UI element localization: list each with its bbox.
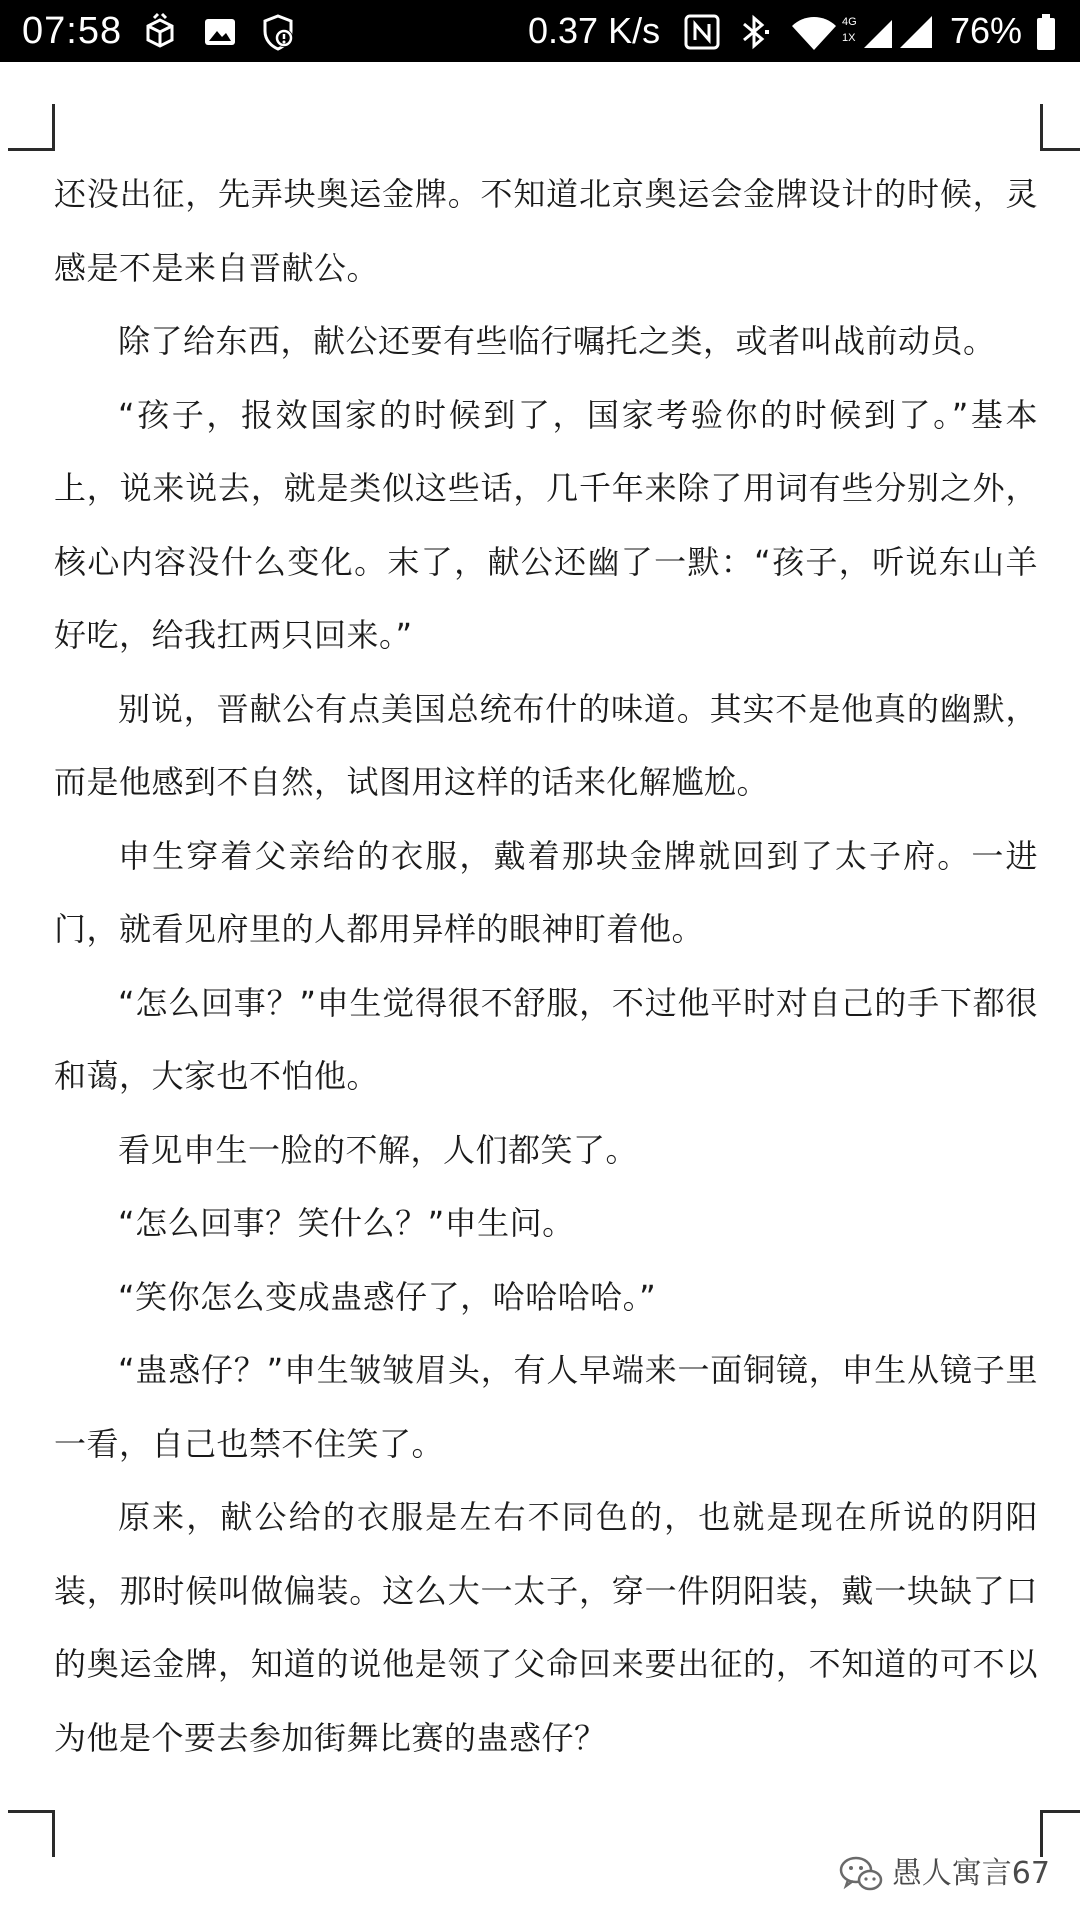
wechat-icon: [838, 1854, 884, 1894]
cell-signal-icon: [898, 12, 938, 52]
paragraph: “孩子，报效国家的时候到了，国家考验你的时候到了。”基本上，说来说去，就是类似这些话，几千年来除了用词有些分别之外，核心内容没什么变化。末了，献公还幽了一默：“孩子，听说东山羊好吃，给我扛两只回来。”: [54, 395, 1038, 654]
watermark-text: 愚人寓言67: [891, 1856, 1050, 1891]
paragraph: “怎么回事？笑什么？”申生问。: [118, 1204, 575, 1242]
battery-icon: [1034, 12, 1058, 52]
crop-mark-bottom-right: [1040, 1810, 1080, 1857]
paragraph: “蛊惑仔？”申生皱皱眉头，有人早端来一面铜镜，申生从镜子里一看，自己也禁不住笑了。: [54, 1351, 1038, 1463]
bluetooth-icon: [734, 12, 774, 52]
paragraph: 申生穿着父亲给的衣服，戴着那块金牌就回到了太子府。一进门，就看见府里的人都用异样的眼神盯着他。: [54, 836, 1038, 948]
crop-mark-top-right: [1040, 104, 1080, 151]
shield-notification-icon: [258, 12, 298, 52]
image-notification-icon: [200, 12, 240, 52]
status-time: 07:58: [22, 10, 123, 52]
watermark: [838, 1854, 1050, 1894]
battery-percent: 76%: [950, 10, 1023, 51]
status-bar: [0, 0, 1080, 62]
wifi-icon: [790, 12, 838, 52]
paragraph: 原来，献公给的衣服是左右不同色的，也就是现在所说的阴阳装，那时候叫做偏装。这么大一太子，穿一件阴阳装，戴一块缺了口的奥运金牌，知道的说他是领了父命回来要出征的，不知道的可不以为他是个要去参加街舞比赛的蛊惑仔？: [54, 1498, 1038, 1757]
nfc-icon: [682, 12, 722, 52]
paragraph: 还没出征，先弄块奥运金牌。不知道北京奥运会金牌设计的时候，灵感是不是来自晋献公。: [54, 175, 1038, 287]
crop-mark-top-left: [8, 104, 55, 151]
signal-labels: 4G 1X: [842, 16, 857, 44]
paragraph: “笑你怎么变成蛊惑仔了，哈哈哈哈。”: [118, 1277, 657, 1316]
cell-signal-icon-1: [862, 12, 902, 52]
paragraph: 看见申生一脸的不解，人们都笑了。: [118, 1130, 639, 1169]
document-body: [54, 158, 1038, 1775]
network-speed: 0.37 K/s: [528, 10, 661, 51]
paragraph: “怎么回事？”申生觉得很不舒服，不过他平时对自己的手下都很和蔼，大家也不怕他。: [54, 983, 1038, 1095]
box-notification-icon: [140, 12, 180, 52]
paragraph: 别说，晋献公有点美国总统布什的味道。其实不是他真的幽默，而是他感到不自然，试图用这样的话来化解尴尬。: [54, 689, 1038, 801]
paragraph: 除了给东西，献公还要有些临行嘱托之类，或者叫战前动员。: [118, 322, 996, 360]
crop-mark-bottom-left: [8, 1810, 55, 1857]
